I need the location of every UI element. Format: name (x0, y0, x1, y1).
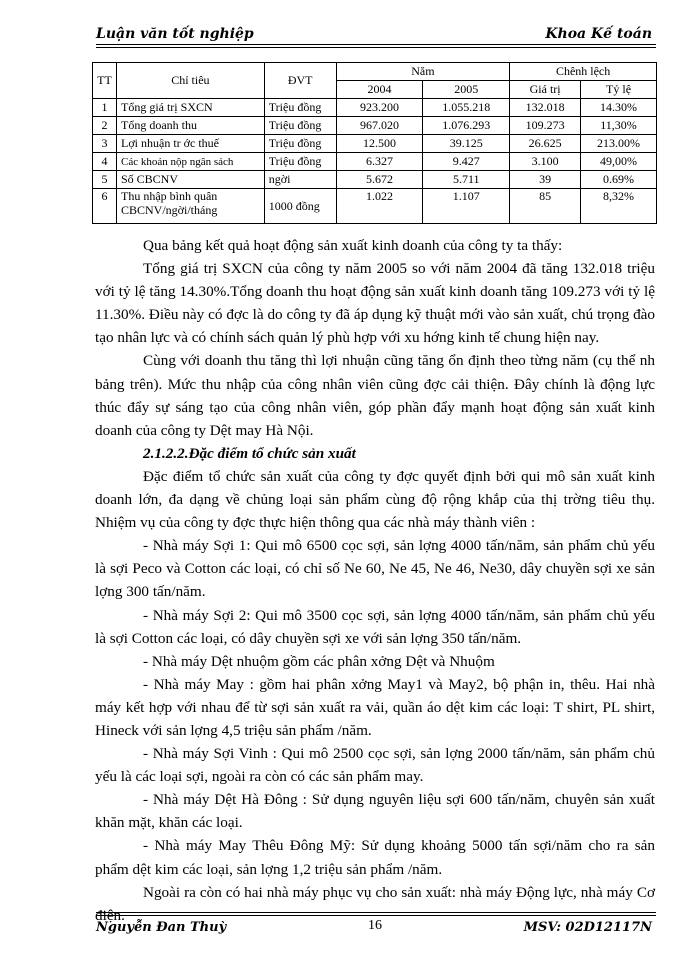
cell-value: 39 (510, 171, 581, 189)
table-row (93, 99, 657, 117)
list-item: - Nhà máy Dệt Hà Đông : Sử dụng nguyên liệu sợi 600 tấn/năm, chuyên sản xuất khăn mặt, khăn các loại. (95, 791, 655, 832)
footer-rule-thin (96, 912, 656, 913)
cell-ratio: 213.00% (581, 135, 657, 153)
header-rule-thin (96, 47, 656, 48)
cell-unit: Triệu đồng (264, 135, 336, 153)
list-item: - Nhà máy Sợi 1: Qui mô 6500 cọc sợi, sản lợng 4000 tấn/năm, sản phẩm chủ yếu là sợi Peco và Cotton các loại, có chỉ số Ne 60, Ne 45, Ne 46, Ne30, dây chuyền sợi xe sản lợng 300 tấn/năm. (95, 537, 655, 601)
col-ratio: Tỷ lệ (581, 81, 657, 99)
cell-value: 26.625 (510, 135, 581, 153)
table-row (93, 189, 657, 224)
body-text (95, 234, 655, 927)
cell-name: Số CBCNV (116, 171, 264, 189)
cell-name: Thu nhập bình quân CBCNV/ngời/tháng (116, 189, 264, 224)
cell-tt: 4 (93, 153, 117, 171)
list-item: - Nhà máy Dệt nhuộm gồm các phân xởng Dệt và Nhuộm (143, 652, 495, 670)
header-rule (96, 44, 656, 45)
cell-2005: 39.125 (423, 135, 510, 153)
cell-2005: 1.076.293 (423, 117, 510, 135)
cell-tt: 6 (93, 189, 117, 224)
cell-ratio: 8,32% (581, 189, 657, 224)
cell-value: 85 (510, 189, 581, 224)
cell-2004: 923.200 (336, 99, 423, 117)
cell-unit: Triệu đồng (264, 99, 336, 117)
table-row (93, 153, 657, 171)
col-value: Giá trị (510, 81, 581, 99)
cell-ratio: 49,00% (581, 153, 657, 171)
cell-ratio: 11,30% (581, 117, 657, 135)
col-2004: 2004 (336, 81, 423, 99)
cell-unit: 1000 đồng (264, 189, 336, 224)
cell-name: Lợi nhuận tr ớc thuế (116, 135, 264, 153)
list-item: - Nhà máy May : gồm hai phân xởng May1 và May2, bộ phận in, thêu. Hai nhà máy kết hợp với nhau để từ sợi sản xuất ra vải, quần áo dệt kim các loại: T shirt, PL shirt, Hineck với sản lợng 4,5 triệu sản phẩm /năm. (95, 675, 655, 739)
page-number: 16 (368, 918, 382, 933)
cell-2005: 1.107 (423, 189, 510, 224)
cell-value: 3.100 (510, 153, 581, 171)
cell-name: Các khoản nộp ngân sách (116, 153, 264, 171)
cell-value: 109.273 (510, 117, 581, 135)
cell-ratio: 14.30% (581, 99, 657, 117)
col-diff-group: Chênh lệch (510, 63, 657, 81)
cell-tt: 2 (93, 117, 117, 135)
cell-tt: 3 (93, 135, 117, 153)
cell-2004: 5.672 (336, 171, 423, 189)
cell-2005: 1.055.218 (423, 99, 510, 117)
cell-2005: 9.427 (423, 153, 510, 171)
footer-rule (96, 915, 656, 916)
footer-student-id: MSV: 02D12117N (523, 920, 652, 935)
header-right: Khoa Kế toán (545, 26, 652, 42)
table-header-row (93, 63, 657, 81)
cell-2004: 12.500 (336, 135, 423, 153)
col-2005: 2005 (423, 81, 510, 99)
col-tt: TT (93, 63, 117, 99)
table-row (93, 135, 657, 153)
paragraph-organization: Đặc điểm tổ chức sản xuất của công ty đợc quyết định bởi qui mô sản xuất kinh doanh lớn, đa dạng về chủng loại sản phẩm cùng độ rộng khắp của thị trờng tiêu thụ. Nhiệm vụ của công ty đợc thực hiện thông qua các nhà máy thành viên : (95, 467, 655, 532)
cell-2005: 5.711 (423, 171, 510, 189)
cell-value: 132.018 (510, 99, 581, 117)
cell-ratio: 0.69% (581, 171, 657, 189)
cell-unit: ngời (264, 171, 336, 189)
cell-tt: 1 (93, 99, 117, 117)
cell-2004: 6.327 (336, 153, 423, 171)
cell-2004: 1.022 (336, 189, 423, 224)
cell-name: Tổng giá trị SXCN (116, 99, 264, 117)
results-table (92, 62, 657, 224)
page-header (96, 26, 656, 48)
paragraph-intro: Qua bảng kết quả hoạt động sản xuất kinh doanh của công ty ta thấy: (143, 237, 563, 254)
table-row (93, 117, 657, 135)
cell-unit: Triệu đồng (264, 153, 336, 171)
cell-name: Tổng doanh thu (116, 117, 264, 135)
footer-author: Nguyễn Đan Thuỳ (96, 920, 227, 935)
cell-2004: 967.020 (336, 117, 423, 135)
col-indicator: Chỉ tiêu (116, 63, 264, 99)
list-item: - Nhà máy Sợi 2: Qui mô 3500 cọc sợi, sản lợng 4000 tấn/năm, sản phẩm chủ yếu là sợi Cotton các loại, có dây chuyền sợi xe với sản lợng 350 tấn/năm. (95, 606, 655, 647)
col-unit: ĐVT (264, 63, 336, 99)
paragraph-growth: Tổng giá trị SXCN của công ty năm 2005 so với năm 2004 đã tăng 132.018 triệu với tỷ lệ tăng 14.30%.Tổng doanh thu hoạt động sản xuất kinh doanh tăng 109.273 với tỷ lệ 11.30%. Điều này có đợc là do công ty đã áp dụng kỹ thuật mới vào sản xuất, chú trọng đào tạo nhân lực và có chính sách quản lý phù hợp với xu hớng kinh tế chung hiện nay. (95, 260, 655, 347)
cell-unit: Triệu đồng (264, 117, 336, 135)
col-year-group: Năm (336, 63, 510, 81)
header-left: Luận văn tốt nghiệp (96, 26, 254, 42)
section-heading: 2.1.2.2.Đặc điểm tổ chức sản xuất (143, 444, 356, 462)
table-row (93, 171, 657, 189)
cell-tt: 5 (93, 171, 117, 189)
list-item: - Nhà máy Sợi Vinh : Qui mô 2500 cọc sợi, sản lợng 2000 tấn/năm, sản phẩm chủ yếu là các loại sợi, ngoài ra còn có các sản phẩm may. (95, 745, 655, 786)
page-footer (96, 912, 656, 942)
paragraph-closing: Ngoài ra còn có hai nhà máy phục vụ cho sản xuất: nhà máy Động lực, nhà máy Cơ điện. (95, 883, 655, 924)
paragraph-profit: Cùng với doanh thu tăng thì lợi nhuận cũng tăng ổn định theo từng năm (cụ thể nh bảng trên). Mức thu nhập của công nhân viên cũng đợc cải thiện. Đây chính là động lực thúc đẩy sự sáng tạo của công nhân viên, góp phần đẩy mạnh hoạt động sản xuất kinh doanh của công ty Dệt may Hà Nội. (95, 352, 655, 439)
list-item: - Nhà máy May Thêu Đông Mỹ: Sử dụng khoảng 5000 tấn sợi/năm cho ra sản phẩm dệt kim các loại, sản lợng 1,2 triệu sản phẩm /năm. (95, 837, 655, 878)
